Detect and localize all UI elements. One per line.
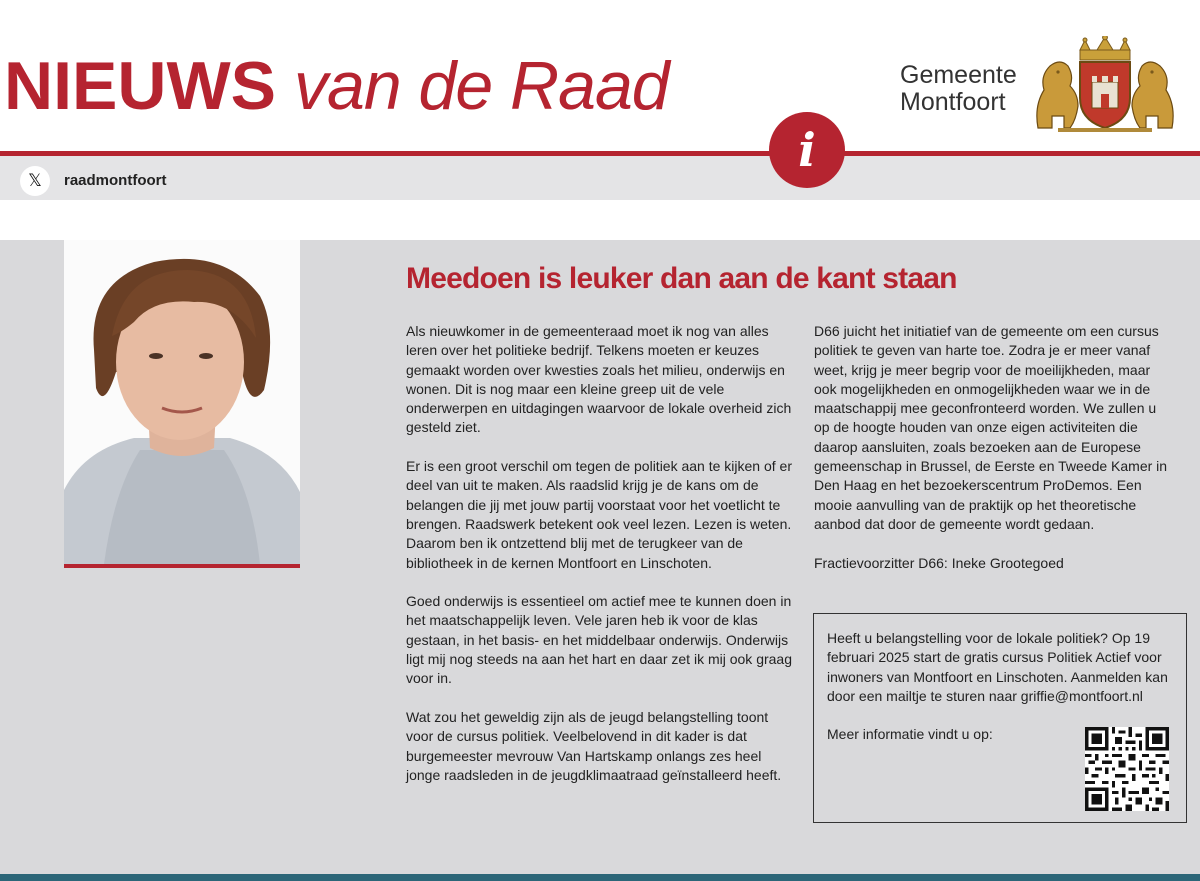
more-info-text: Meer informatie vindt u op: (827, 726, 993, 743)
paragraph: Als nieuwkomer in de gemeenteraad moet ik nog van alles leren over het politieke bedrijf. Telkens moeten er keuzes gemaakt worden over kwesties zoals het milieu, onderwijs en wonen. Dit is nog maar een kleine greep uit de vele onderwerpen en uitdagingen waarvoor de lokale overheid zich gesteld ziet. (406, 323, 792, 436)
info-icon: i (769, 112, 845, 188)
newsletter-title (4, 48, 669, 124)
municipality-name (900, 62, 1017, 116)
article-column-2 (814, 322, 1174, 592)
qr-code[interactable] (1085, 727, 1169, 811)
paragraph: D66 juicht het initiatief van de gemeente om een cursus politiek te geven van harte toe. Zodra je er meer vanaf weet, krijg je meer begrip voor de moeilijkheden, maar ook mogelijkheden en onmogelijkheden waar we in de maatschappij mee geconfronteerd worden. We zullen u op de hoogte houden van onze eigen activiteiten die daarop aansluiten, zoals bezoeken aan de Europese gemeenschap in Brussel, de Eerste en Tweede Kamer in Den Haag en het bezoekerscentrum ProDemos. Een mooie aanvulling van de praktijk op het theoretische aanbod dat door de gemeente wordt gedaan. (814, 323, 1168, 532)
social-bar (0, 156, 1200, 200)
paragraph: Wat zou het geweldig zijn als de jeugd belangstelling toont voor de cursus politiek. Veelbelovend in dit kader is dat burgemeester mevrouw Van Hartskamp onlangs zes heel jonge raadsleden in de jeugdklimaatraad geïnstalleerd heeft. (406, 708, 782, 783)
title-bold: NIEUWS (4, 48, 276, 124)
spacer (0, 200, 1200, 240)
author-signature: Fractievoorzitter D66: Ineke Grootegoed (814, 554, 1064, 571)
photo-underline (64, 564, 300, 568)
article-title: Meedoen is leuker dan aan de kant staan (406, 262, 957, 295)
social-handle[interactable]: raadmontfoort (64, 172, 167, 189)
paragraph: Er is een groot verschil om tegen de politiek aan te kijken of er deel van uit te maken. Als raadslid krijg je de kans om de belangen die jij met jouw partij voorstaat voor het voetlicht te brengen. Raadswerk betekent ook veel lezen. Lezen is weten. Daarom ben ik ontzettend blij met de terugkeer van de bibliotheek in de kernen Montfoort en Linschoten. (406, 458, 792, 571)
footer-line (0, 874, 1200, 881)
author-photo (64, 240, 300, 564)
title-italic: van de Raad (294, 48, 669, 124)
coat-of-arms-logo (1030, 36, 1180, 134)
article-column-1 (406, 322, 792, 804)
x-social-icon[interactable]: 𝕏 (20, 166, 50, 196)
paragraph: Goed onderwijs is essentieel om actief mee te kunnen doen in het maatschappelijk leven. Vele jaren heb ik voor de klas gestaan, in het basis- en het middelbaar onderwijs. Onderwijs ligt mij nog steeds na aan het hart en daar zet ik mij ook graag voor in. (406, 593, 792, 687)
municipality-line1: Gemeente (900, 61, 1017, 89)
municipality-line2: Montfoort (900, 88, 1006, 116)
course-info-text: Heeft u belangstelling voor de lokale politiek? Op 19 februari 2025 start de gratis cursus Politiek Actief voor inwoners van Montfoort en Linschoten. Aanmelden kan door een mailtje te sturen naar griffie@montfoort.nl (827, 630, 1168, 704)
